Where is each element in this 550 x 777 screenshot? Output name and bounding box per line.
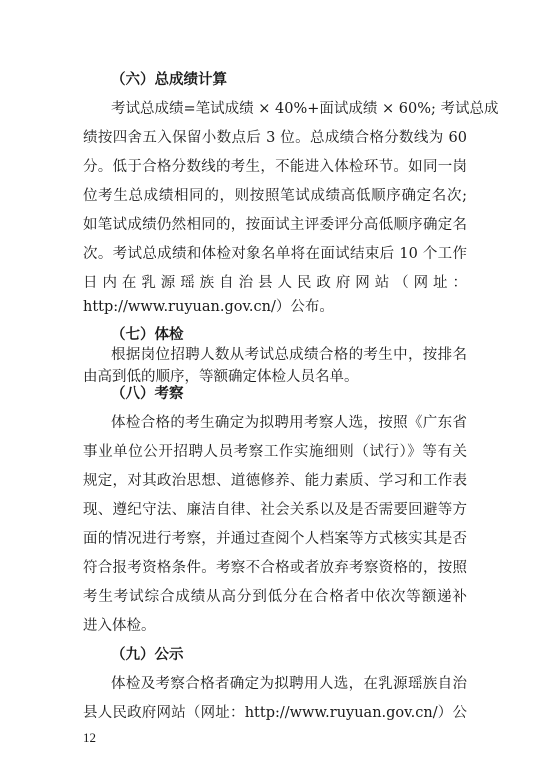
paragraph-line: 符合报考资格条件。考察不合格或者放弃考察资格的，按照 (83, 560, 467, 576)
paragraph-line: 次。考试总成绩和体检对象名单将在面试结束后 10 个工作 (83, 246, 467, 262)
paragraph-line: 体检合格的考生确定为拟聘用考察人选，按照《广东省 (111, 415, 467, 431)
paragraph-line: 由高到低的顺序，等额确定体检人员名单。 (83, 369, 359, 385)
paragraph-line: 根据岗位招聘人数从考试总成绩合格的考生中，按排名 (111, 347, 467, 363)
paragraph-line: 县人民政府网站（网址：http://www.ruyuan.gov.cn/）公 (83, 705, 467, 721)
section-heading-9: （九）公示 (111, 646, 184, 663)
paragraph-line: 位考生总成绩相同的，则按照笔试成绩高低顺序确定名次; (83, 188, 467, 204)
section-heading-6: （六）总成绩计算 (111, 71, 227, 88)
section-heading-8: （八）考察 (111, 385, 184, 402)
paragraph-line: 现、遵纪守法、廉洁自律、社会关系以及是否需要回避等方 (83, 502, 467, 518)
paragraph-line: 日内在乳源瑶族自治县人民政府网站（网址： (83, 275, 467, 291)
paragraph-line: 事业单位公开招聘人员考察工作实施细则（试行）》等有关 (83, 444, 467, 460)
paragraph-line: 进入体检。 (83, 618, 156, 634)
paragraph-line: 分。低于合格分数线的考生，不能进入体检环节。如同一岗 (83, 159, 467, 175)
paragraph-line: http://www.ruyuan.gov.cn/）公布。 (83, 299, 334, 315)
paragraph-line: 绩按四舍五入保留小数点后 3 位。总成绩合格分数线为 60 (83, 130, 467, 146)
paragraph-line: 考试总成绩=笔试成绩 × 40%+面试成绩 × 60%; 考试总成 (111, 101, 499, 117)
paragraph-line: 如笔试成绩仍然相同的，按面试主评委评分高低顺序确定名 (83, 217, 467, 233)
paragraph-line: 规定，对其政治思想、道德修养、能力素质、学习和工作表 (83, 473, 467, 489)
page-number: 12 (83, 730, 96, 745)
section-heading-7: （七）体检 (111, 326, 184, 343)
paragraph-line: 体检及考察合格者确定为拟聘用人选，在乳源瑶族自治 (111, 676, 467, 692)
paragraph-line: 考生考试综合成绩从高分到低分在合格者中依次等额递补 (83, 589, 467, 605)
paragraph-line: 面的情况进行考察，并通过查阅个人档案等方式核实其是否 (83, 531, 467, 547)
